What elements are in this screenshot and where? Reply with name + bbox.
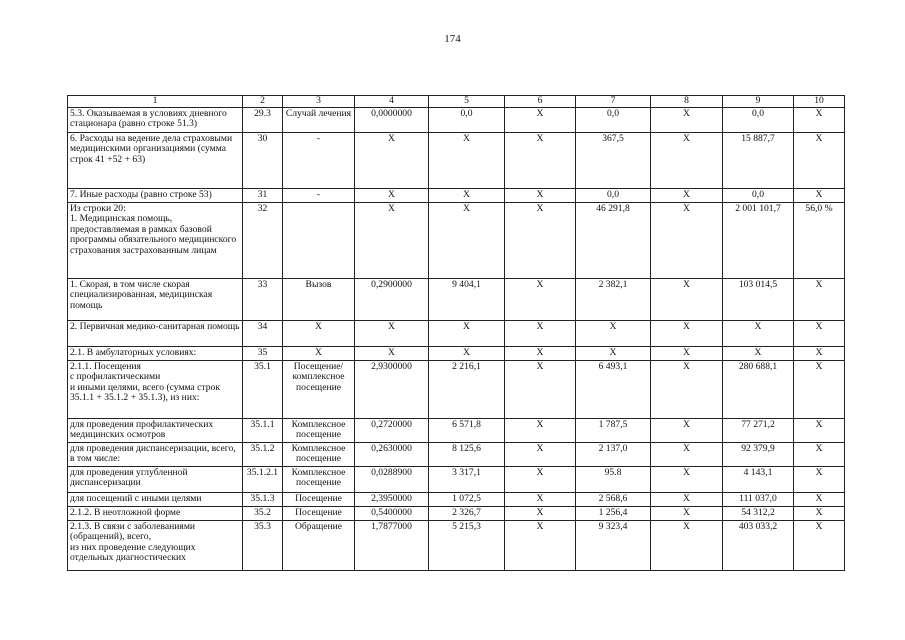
table-cell: 9 404,1 — [429, 279, 505, 321]
table-cell: 2 382,1 — [576, 279, 651, 321]
column-header: 9 — [723, 96, 794, 108]
table-cell: X — [651, 507, 723, 521]
table-row — [68, 108, 845, 133]
row-label-cell: 5.3. Оказываемая в условиях дневного стационара (равно строке 51.3) — [68, 108, 243, 133]
table-cell: X — [794, 108, 845, 133]
table-cell: Посещение/ комплексное посещение — [283, 361, 355, 419]
table-cell: 0,0 — [723, 189, 794, 203]
table-cell: 0,0 — [576, 108, 651, 133]
table-row — [68, 361, 845, 419]
table-cell: - — [283, 133, 355, 189]
table-cell: X — [505, 467, 576, 493]
table-cell: X — [576, 347, 651, 361]
table-cell: 35.1.1 — [243, 419, 283, 443]
table-cell: X — [651, 361, 723, 419]
table-cell: 103 014,5 — [723, 279, 794, 321]
table-header-row — [68, 96, 845, 108]
table-cell: 0,0 — [723, 108, 794, 133]
table-cell: 35.1.2 — [243, 443, 283, 467]
row-label-cell: 2. Первичная медико-санитарная помощь — [68, 321, 243, 347]
table-cell: 1 787,5 — [576, 419, 651, 443]
table-cell: X — [355, 321, 429, 347]
column-header: 5 — [429, 96, 505, 108]
table-cell: 9 323,4 — [576, 521, 651, 571]
table-row — [68, 279, 845, 321]
column-header: 1 — [68, 96, 243, 108]
table-cell: X — [505, 493, 576, 507]
table-cell: X — [794, 133, 845, 189]
row-label-cell: для проведения диспансеризации, всего, в том числе: — [68, 443, 243, 467]
table-cell: 95.8 — [576, 467, 651, 493]
table-cell: X — [505, 133, 576, 189]
table-cell: 92 379,9 — [723, 443, 794, 467]
table-cell: 30 — [243, 133, 283, 189]
table-cell: 0,0 — [429, 108, 505, 133]
table-cell: X — [505, 521, 576, 571]
table-row — [68, 419, 845, 443]
table-cell: 5 215,3 — [429, 521, 505, 571]
table-cell: X — [794, 521, 845, 571]
table-cell: 15 887,7 — [723, 133, 794, 189]
row-label-cell: 6. Расходы на ведение дела страховыми медицинскими организациями (сумма строк 41 +52 + 63) — [68, 133, 243, 189]
data-table — [67, 95, 845, 571]
table-cell: Обращение — [283, 521, 355, 571]
table-cell: X — [505, 507, 576, 521]
table-cell: X — [355, 189, 429, 203]
table-cell: X — [505, 347, 576, 361]
column-header: 3 — [283, 96, 355, 108]
table-cell: 0,2900000 — [355, 279, 429, 321]
row-label-cell: 2.1. В амбулаторных условиях: — [68, 347, 243, 361]
table-cell: 280 688,1 — [723, 361, 794, 419]
table-cell: X — [505, 419, 576, 443]
row-label-cell: 7. Иные расходы (равно строке 53) — [68, 189, 243, 203]
table-cell: Посещение — [283, 493, 355, 507]
table-cell: 2,9300000 — [355, 361, 429, 419]
table-cell: X — [651, 419, 723, 443]
row-label-cell: для проведения углубленной диспансеризации — [68, 467, 243, 493]
table-cell: X — [355, 133, 429, 189]
table-cell: X — [505, 361, 576, 419]
table-cell: X — [794, 443, 845, 467]
row-label-cell: 2.1.2. В неотложной форме — [68, 507, 243, 521]
table-cell: 6 493,1 — [576, 361, 651, 419]
table-cell: X — [505, 189, 576, 203]
table-cell: 33 — [243, 279, 283, 321]
column-header: 8 — [651, 96, 723, 108]
row-label-cell: для посещений с иными целями — [68, 493, 243, 507]
table-cell: 2 568,6 — [576, 493, 651, 507]
table-cell: 1,7877000 — [355, 521, 429, 571]
table-cell: X — [429, 133, 505, 189]
table-cell: X — [651, 189, 723, 203]
column-header: 2 — [243, 96, 283, 108]
column-header: 10 — [794, 96, 845, 108]
table-cell: X — [429, 321, 505, 347]
table-cell: 1 072,5 — [429, 493, 505, 507]
table-cell: X — [576, 321, 651, 347]
table-cell: X — [505, 443, 576, 467]
table-cell: X — [794, 279, 845, 321]
table-cell: X — [283, 321, 355, 347]
column-header: 4 — [355, 96, 429, 108]
table-cell: 0,5400000 — [355, 507, 429, 521]
table-cell: Случай лечения — [283, 108, 355, 133]
table-cell: X — [794, 347, 845, 361]
table-cell: 0,0000000 — [355, 108, 429, 133]
table-cell: Комплексное посещение — [283, 467, 355, 493]
table-cell: X — [794, 419, 845, 443]
table-cell: 31 — [243, 189, 283, 203]
table-cell: 6 571,8 — [429, 419, 505, 443]
table-row — [68, 443, 845, 467]
table-row — [68, 321, 845, 347]
table-cell: X — [794, 361, 845, 419]
table-cell: X — [651, 321, 723, 347]
table-cell: 35.2 — [243, 507, 283, 521]
table-cell: 35 — [243, 347, 283, 361]
table-cell: 35.1.2.1 — [243, 467, 283, 493]
table-cell: 35.1 — [243, 361, 283, 419]
table-cell: 32 — [243, 203, 283, 279]
table-row — [68, 189, 845, 203]
table-cell: 35.3 — [243, 521, 283, 571]
table-cell: Вызов — [283, 279, 355, 321]
table-cell: 29.3 — [243, 108, 283, 133]
table-cell: 77 271,2 — [723, 419, 794, 443]
table-cell: 0,0 — [576, 189, 651, 203]
table-cell: X — [651, 467, 723, 493]
table-cell: 2 001 101,7 — [723, 203, 794, 279]
table-cell: X — [794, 467, 845, 493]
table-cell: 2 137,0 — [576, 443, 651, 467]
table-cell: 1 256,4 — [576, 507, 651, 521]
column-header: 7 — [576, 96, 651, 108]
table-cell — [283, 203, 355, 279]
table-cell: X — [794, 189, 845, 203]
table-cell: 3 317,1 — [429, 467, 505, 493]
table-row — [68, 507, 845, 521]
table-cell: X — [505, 279, 576, 321]
table-cell: X — [355, 347, 429, 361]
table-cell: 56,0 % — [794, 203, 845, 279]
page-number: 174 — [444, 33, 461, 45]
table-cell: X — [651, 521, 723, 571]
table-cell: 111 037,0 — [723, 493, 794, 507]
row-label-cell: для проведения профилактических медицинских осмотров — [68, 419, 243, 443]
table-cell: X — [429, 203, 505, 279]
table-row — [68, 203, 845, 279]
table-cell: X — [283, 347, 355, 361]
table-cell: X — [651, 108, 723, 133]
table-row — [68, 133, 845, 189]
table-cell: 0,2630000 — [355, 443, 429, 467]
table-row — [68, 493, 845, 507]
table-cell: X — [651, 133, 723, 189]
table-cell: 0,0288900 — [355, 467, 429, 493]
table-cell: X — [651, 347, 723, 361]
table-cell: X — [505, 108, 576, 133]
table-cell: X — [355, 203, 429, 279]
table-row — [68, 467, 845, 493]
table-cell: X — [651, 443, 723, 467]
table-cell: X — [794, 321, 845, 347]
table-row — [68, 347, 845, 361]
table-cell: 8 125,6 — [429, 443, 505, 467]
table-cell: Комплексное посещение — [283, 443, 355, 467]
table-cell: X — [429, 347, 505, 361]
table-cell: X — [723, 321, 794, 347]
table-cell: 4 143,1 — [723, 467, 794, 493]
table-cell: X — [723, 347, 794, 361]
table-cell: X — [651, 203, 723, 279]
row-label-cell: 2.1.3. В связи с заболеваниями (обращений), всего, из них проведение следующих отдельных диагностических — [68, 521, 243, 571]
table-cell: X — [651, 493, 723, 507]
table-cell: Комплексное посещение — [283, 419, 355, 443]
table-cell: X — [794, 507, 845, 521]
row-label-cell: Из строки 20: 1. Медицинская помощь, предоставляемая в рамках базовой программы обязательного медицинского страхования застрахованным лицам — [68, 203, 243, 279]
row-label-cell: 2.1.1. Посещения с профилактическими и иными целями, всего (сумма строк 35.1.1 + 35.1.2 + 35.1.3), из них: — [68, 361, 243, 419]
table-cell: 46 291,8 — [576, 203, 651, 279]
table-cell: 35.1.3 — [243, 493, 283, 507]
table-cell: X — [794, 493, 845, 507]
table-cell: 2 326,7 — [429, 507, 505, 521]
table-cell: 403 033,2 — [723, 521, 794, 571]
table-cell: Посещение — [283, 507, 355, 521]
table-cell: 2 216,1 — [429, 361, 505, 419]
table-cell: 2,3950000 — [355, 493, 429, 507]
table-cell: X — [505, 321, 576, 347]
table-row — [68, 521, 845, 571]
table-cell: 34 — [243, 321, 283, 347]
table-cell: X — [505, 203, 576, 279]
table-cell: 54 312,2 — [723, 507, 794, 521]
table-cell: 367,5 — [576, 133, 651, 189]
table-cell: X — [429, 189, 505, 203]
table-cell: - — [283, 189, 355, 203]
table-cell: 0,2720000 — [355, 419, 429, 443]
row-label-cell: 1. Скорая, в том числе скорая специализированная, медицинская помощь — [68, 279, 243, 321]
table-cell: X — [651, 279, 723, 321]
column-header: 6 — [505, 96, 576, 108]
